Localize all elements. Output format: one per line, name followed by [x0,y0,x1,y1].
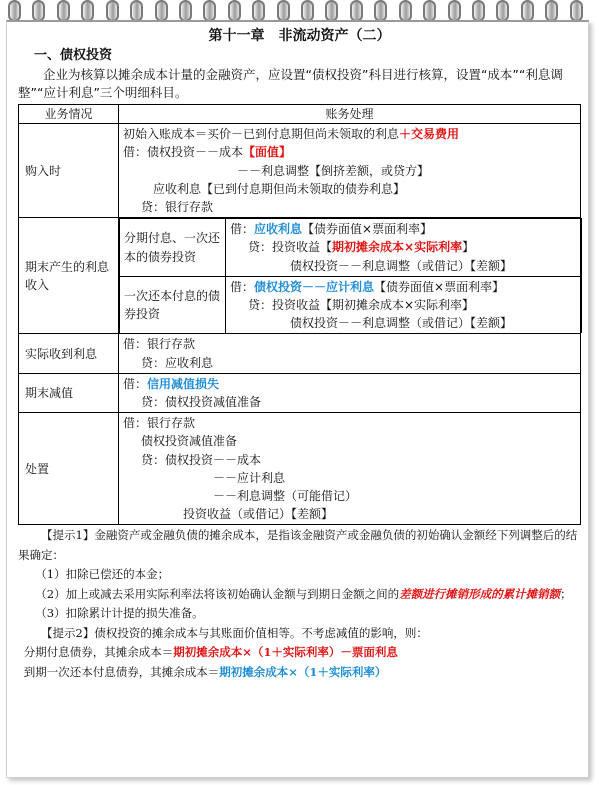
section-heading: 一、债权投资 [34,48,113,63]
entry-disposal [119,413,581,525]
interest-subtable [119,218,582,333]
emphasis-blue: 期初摊余成本×（1＋实际利率） [219,664,387,679]
spiral-ring [203,0,216,22]
spiral-ring [228,0,241,22]
entry-line [123,125,576,143]
spiral-ring [130,0,143,22]
entry-line: 应收利息【已到付息期但尚未领取的债券利息】 [153,181,406,196]
entry-line: 借：银行存款 [123,337,196,352]
entry-line: 贷：投资收益【期初摊余成本×实际利率】 [248,298,475,313]
tip-1-item-2 [18,585,581,605]
entry-periodic [226,219,582,277]
spiral-ring [374,0,387,22]
entry-text: 借： [230,222,255,237]
highlight-blue: 信用减值损失 [147,376,220,391]
table-row-interest-received [19,334,581,373]
highlight-red: 【面值】 [243,145,292,160]
entry-line: 借：银行存款 [123,416,196,431]
tip-1: 【提示1】金融资产或金融负债的摊余成本，是指该金融资产或金融负债的初始确认金额经下列调整后的结果确定： [18,528,578,562]
page-content [18,26,581,682]
entry-line: 贷：银行存款 [141,200,214,215]
spiral-ring [155,0,168,22]
spiral-ring [399,0,412,22]
highlight-red: ＋交易费用 [399,127,460,142]
tip-2-formula-periodic [18,643,581,663]
spiral-ring [325,0,338,22]
page-title: 第十一章 非流动资产（二） [208,28,391,44]
entry-text: 借： [123,376,148,391]
entry-purchase [119,124,581,218]
entry-text: 初始入账成本＝买价－已到付息期但尚未领取的利息 [123,127,400,142]
entry-line [230,220,577,238]
entry-line: 债权投资－－利息调整（或借记）【差额】 [290,258,513,273]
spiral-ring [545,0,558,22]
entry-line [123,375,576,393]
sublabel-lump-sum: 一次还本付息的债券投资 [120,276,226,333]
entry-line: －－利息调整（可能借记） [213,489,358,504]
tip-2: 【提示2】债权投资的摊余成本与其账面价值相等。不考虑减值的影响，则： [41,625,428,640]
tip-1-item-1: （1）扣除已偿还的本金； [35,567,170,582]
spiral-ring [179,0,192,22]
entry-line [123,143,576,161]
tip-2-formula-lump-sum [18,663,581,683]
entry-line [230,278,577,296]
spiral-ring [521,0,534,22]
spiral-ring [57,0,70,22]
entry-line: 投资收益（或借记）【差额】 [183,507,334,522]
entry-line: 债权投资减值准备 [141,434,238,449]
entry-text: 借： [230,279,255,294]
subrow-lump-sum [120,276,582,333]
tip-text: 分期付息债券，其摊余成本＝ [23,645,174,660]
row-label-interest-received: 实际收到利息 [19,334,119,373]
entry-line: 贷：债权投资减值准备 [141,395,262,410]
entry-impairment [119,373,581,412]
highlight-blue: 债权投资－－应计利息 [254,279,375,294]
sublabel-periodic: 分期付息、一次还本的债券投资 [120,219,226,277]
entry-text: 【债券面值×票面利率】 [302,222,433,237]
table-row-impairment [19,373,581,412]
table-row-interest-income [19,218,581,334]
tip-text: 到期一次还本付息债券，其摊余成本＝ [23,664,220,679]
entry-line: 贷：债权投资－－成本 [141,452,262,467]
entry-line [230,238,577,256]
spiral-ring [496,0,509,22]
tips-block [18,526,581,682]
entry-text: 借：债权投资－－成本 [123,145,244,160]
spiral-ring [350,0,363,22]
table-row-purchase [19,124,581,218]
entry-text: 】 [462,240,475,255]
highlight-red: 期初摊余成本×实际利率 [332,240,463,255]
entry-interest-received [119,334,581,373]
table-header-row [19,105,581,124]
spiral-ring [448,0,461,22]
spiral-ring [472,0,485,22]
spiral-ring [252,0,265,22]
spiral-ring [8,0,21,22]
header-accounting-treatment: 账务处理 [119,105,581,124]
tip-text: （2）加上或减去采用实际利率法将该初始确认金额与到期日金额之间的 [35,586,400,601]
spiral-ring [423,0,436,22]
interest-subtable-cell [119,218,581,334]
entry-lump-sum [226,276,582,333]
row-label-impairment: 期末减值 [19,373,119,412]
spiral-ring [277,0,290,22]
intro-paragraph: 企业为核算以摊余成本计量的金融资产，应设置“债权投资”科目进行核算，设置“成本”“利息调整”“应计利息”三个明细科目。 [18,67,563,100]
entry-line: 债权投资－－利息调整（或借记）【差额】 [290,316,513,331]
accounting-table [18,104,581,525]
emphasis-red: 期初摊余成本×（1＋实际利率）－票面利息 [173,645,398,660]
row-label-disposal: 处置 [19,413,119,525]
row-label-interest-income: 期末产生的利息收入 [19,218,119,334]
highlight-blue: 应收利息 [254,222,303,237]
entry-text: 贷：投资收益【 [248,240,333,255]
subrow-periodic [120,219,582,277]
row-label-purchase: 购入时 [19,124,119,218]
header-business-case: 业务情况 [19,105,119,124]
tip-1-item-3: （3）扣除累计计提的损失准备。 [35,606,204,621]
spiral-ring [301,0,314,22]
spiral-ring [106,0,119,22]
entry-line: 贷：应收利息 [141,355,214,370]
tip-text: ； [560,586,572,601]
spiral-ring [32,0,45,22]
entry-line: －－应计利息 [213,470,286,485]
emphasis-red: 差额进行摊销形成的累计摊销额 [399,586,561,601]
spiral-ring [81,0,94,22]
entry-line: －－利息调整【倒挤差额，或贷方】 [237,163,430,178]
table-row-disposal [19,413,581,525]
spiral-ring [570,0,583,22]
entry-text: 【债券面值×票面利率】 [374,279,505,294]
